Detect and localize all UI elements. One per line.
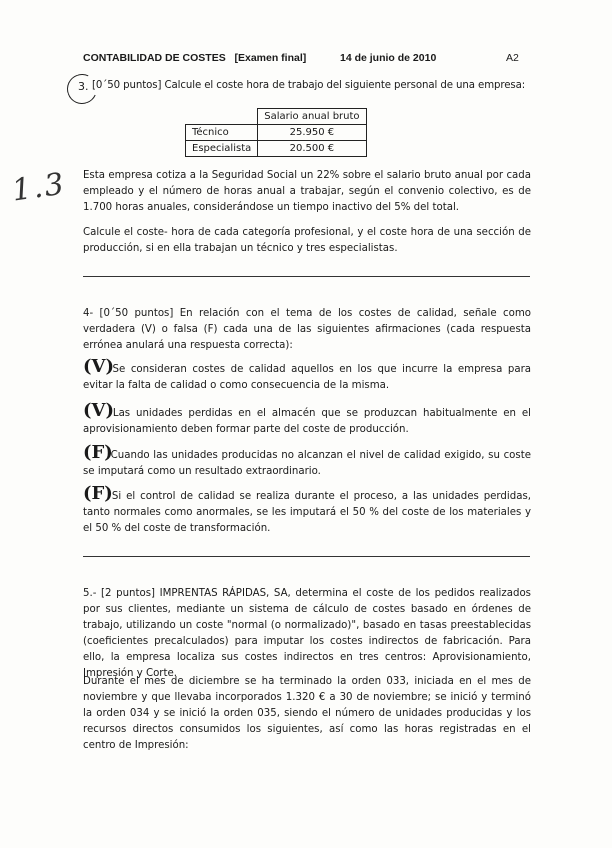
answer-mark: (V) xyxy=(83,400,114,421)
q4-statement: 4- [0´50 puntos] En relación con el tema de los costes de calidad, señale como verdadera (V) o falsa (F) cada una de las siguientes afirmaciones (cada respuesta errónea anulará una respuesta correcta): xyxy=(83,308,531,351)
table-header: Salario anual bruto xyxy=(258,109,366,125)
table-row xyxy=(186,125,367,141)
handwritten-grade: 1.3 xyxy=(9,166,68,209)
q3-paragraph-2: Calcule el coste- hora de cada categoría profesional, y el coste hora de una sección de producción, si en ella trabajan un técnico y tres especialistas. xyxy=(83,227,531,254)
row-value: 25.950 € xyxy=(258,125,366,141)
answer-mark: (V) xyxy=(83,356,114,377)
exam-code: A2 xyxy=(506,52,519,64)
list-item xyxy=(83,442,531,480)
answer-mark: (F) xyxy=(83,483,113,504)
q5-paragraph-2: Durante el mes de diciembre se ha terminado la orden 033, iniciada en el mes de noviembre y que llevaba incorporados 1.320 € a 30 de noviembre; se inició y terminó la orden 034 y se inició la orden 035, siendo el número de unidades producidas y los recursos directos consumidos los siguientes, así como las horas registradas en el centro de Impresión: xyxy=(83,676,531,751)
q3-paragraph-1: Esta empresa cotiza a la Seguridad Social un 22% sobre el salario bruto anual por cada empleado y el número de horas anual a trabajar, según el convenio colectivo, es de 1.700 horas anuales, considerándose un tiempo inactivo del 5% del total. xyxy=(83,170,531,213)
list-item xyxy=(83,400,531,438)
item-text: Se consideran costes de calidad aquellos en los que incurre la empresa para evitar la falta de calidad o como consecuencia de la misma. xyxy=(83,364,532,391)
divider xyxy=(83,556,530,557)
salary-table xyxy=(185,108,367,157)
row-label: Especialista xyxy=(186,141,258,157)
list-item xyxy=(83,356,532,394)
item-text: Si el control de calidad se realiza durante el proceso, a las unidades perdidas, tanto normales como anormales, se les imputará el 50 % del coste de los materiales y el 50 % del coste de transformación. xyxy=(83,491,531,534)
row-value: 20.500 € xyxy=(258,141,366,157)
item-text: Cuando las unidades producidas no alcanzan el nivel de calidad exigido, su coste se imputará como un resultado extraordinario. xyxy=(83,450,531,477)
row-label: Técnico xyxy=(186,125,258,141)
item-text: Las unidades perdidas en el almacén que se produzcan habitualmente en el aprovisionamiento deben formar parte del coste de producción. xyxy=(83,408,531,435)
table-header-row xyxy=(186,109,367,125)
answer-mark: (F) xyxy=(83,442,113,463)
exam-date: 14 de junio de 2010 xyxy=(340,52,437,64)
table-row xyxy=(186,141,367,157)
q3-statement: [0´50 puntos] Calcule el coste hora de trabajo del siguiente personal de una empresa: xyxy=(92,80,526,91)
divider xyxy=(83,276,530,277)
exam-title: CONTABILIDAD DE COSTES [Examen final] xyxy=(83,52,307,64)
q5-paragraph-1: 5.- [2 puntos] IMPRENTAS RÁPIDAS, SA, determina el coste de los pedidos realizados por sus clientes, mediante un sistema de cálculo de costes basado en órdenes de trabajo, utilizando un coste "normal (o normalizado)", basado en tasas preestablecidas (coeficientes precalculados) para imputar los costes indirectos de fabricación. Para ello, la empresa localiza sus costes indirectos en tres centros: Aprovisionamiento, Impresión y Corte. xyxy=(83,588,531,679)
q3-number: 3. xyxy=(78,80,89,93)
list-item xyxy=(83,483,531,537)
